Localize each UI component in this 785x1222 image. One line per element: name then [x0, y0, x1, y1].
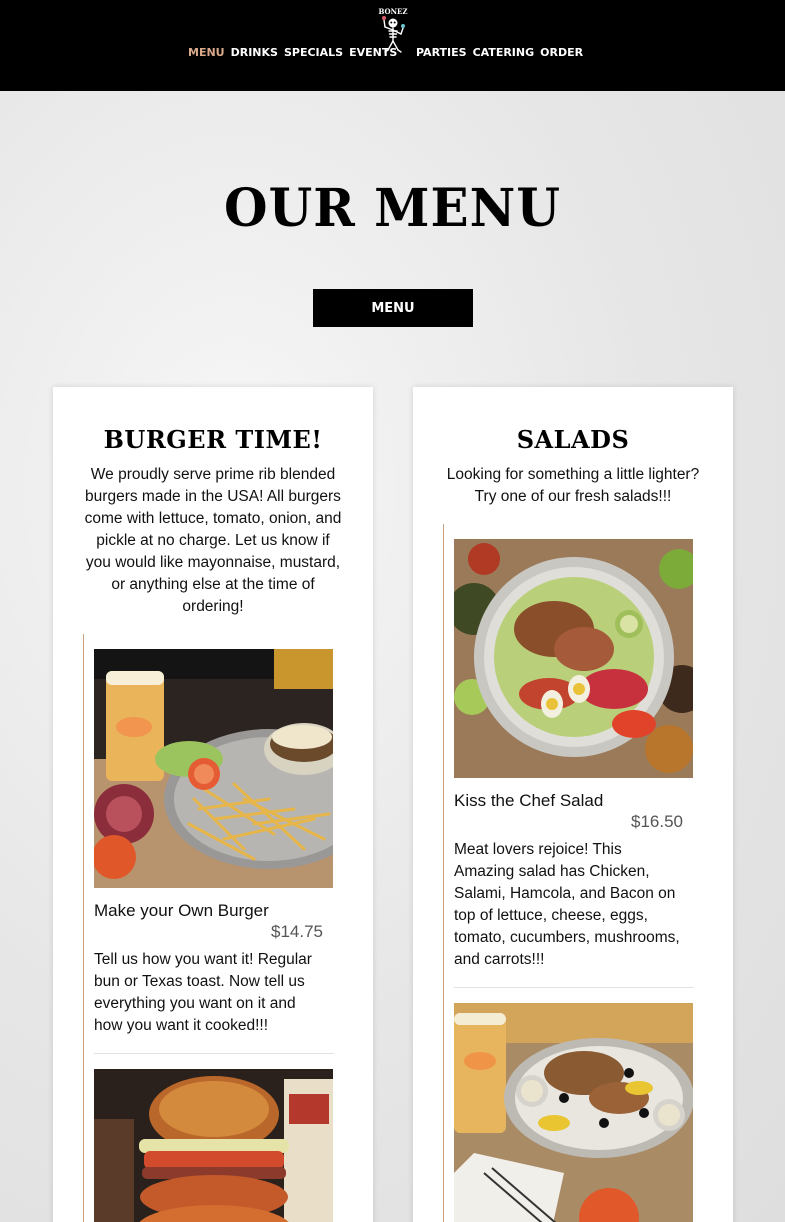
item-divider — [94, 1053, 334, 1054]
menu-item-name: Kiss the Chef Salad — [454, 791, 604, 810]
menu-card-burgers — [53, 387, 373, 1222]
menu-card-salads — [413, 387, 733, 1222]
nav-left-group — [188, 46, 397, 59]
top-navigation-bar — [0, 0, 785, 91]
nav-item-menu[interactable]: MENU — [188, 46, 225, 59]
section-description: Looking for something a little lighter? Try one of our fresh salads!!! — [446, 466, 700, 505]
logo-wordmark: BONEZ — [378, 7, 408, 16]
nav-item-catering[interactable]: CATERING — [472, 46, 535, 59]
menu-item-description: Meat lovers rejoice! This Amazing salad has Chicken, Salami, Hamcola, and Bacon on top of lettuce, cheese, eggs, tomato, cucumbers, mushrooms, and carrots!!! — [454, 841, 680, 968]
nav-item-parties[interactable]: PARTIES — [416, 46, 467, 59]
chef-salad-photo[interactable] — [454, 539, 693, 778]
menu-item-name: Make your Own Burger — [94, 901, 269, 920]
greek-salad-photo[interactable] — [454, 1003, 693, 1222]
item-divider — [454, 987, 694, 988]
menu-item-price: $14.75 — [271, 922, 323, 941]
section-description: We proudly serve prime rib blended burgers made in the USA! All burgers come with lettuce, tomato, onion, and pickle at no charge. Let us know if you would like mayonnaise, mustard, or anything else at the time of ordering! — [84, 466, 342, 615]
page-title: OUR MENU — [224, 176, 561, 239]
menu-item-price: $16.50 — [631, 812, 683, 831]
menu-item-description: Tell us how you want it! Regular bun or Texas toast. Now tell us everything you want on it and how you want it cooked!!! — [94, 951, 312, 1034]
nav-item-events[interactable]: EVENTS — [349, 46, 398, 59]
menu-item-list — [83, 634, 343, 1222]
menu-item-list — [443, 524, 703, 1222]
nav-item-specials[interactable]: SPECIALS — [283, 46, 344, 59]
section-title: BURGER TIME! — [103, 425, 323, 454]
nav-item-order[interactable]: ORDER — [540, 46, 584, 59]
section-title: SALADS — [516, 425, 630, 454]
menu-button[interactable]: MENU — [313, 289, 473, 327]
nav-right-group — [416, 46, 583, 59]
burger-photo[interactable] — [94, 649, 333, 888]
nav-item-drinks[interactable]: DRINKS — [230, 46, 278, 59]
burger-stack-photo[interactable] — [94, 1069, 333, 1222]
skeleton-logo[interactable] — [374, 6, 412, 58]
